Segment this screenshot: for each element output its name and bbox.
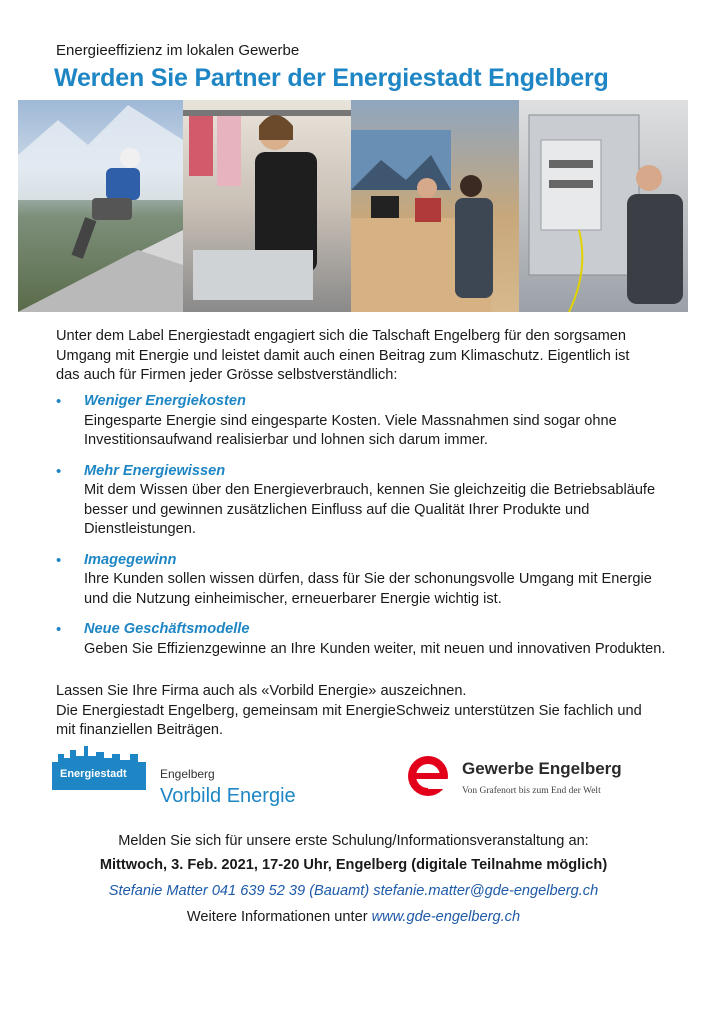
benefit-heading: Neue Geschäftsmodelle — [84, 621, 250, 637]
closing-paragraph — [56, 682, 656, 741]
gewerbe-logo — [406, 750, 656, 802]
gewerbe-e-icon — [406, 750, 656, 802]
gewerbe-tagline: Von Grafenort bis zum End der Welt — [462, 786, 601, 796]
list-item — [56, 462, 666, 540]
closing-line-2: Die Energiestadt Engelberg, gemeinsam mit EnergieSchweiz unterstützen Sie fachlich und mit finanziellen Beiträgen. — [56, 702, 642, 738]
more-info-prefix: Weitere Informationen unter — [186, 909, 372, 925]
closing-line-1: Lassen Sie Ihre Firma auch als «Vorbild Energie» auszeichnen. — [56, 683, 467, 699]
badge-text: Energiestadt — [60, 768, 127, 780]
bullet-icon: • — [56, 462, 62, 480]
benefit-text: Eingesparte Energie sind eingesparte Kosten. Viele Massnahmen sind sogar ohne Investitionsaufwand realisierbar und lohnen sich darum immer. — [84, 412, 617, 448]
benefit-heading: Imagegewinn — [84, 551, 177, 568]
energiestadt-logo — [50, 744, 320, 810]
photo-ironing — [183, 100, 351, 312]
roofer-illustration — [18, 100, 183, 312]
benefits-list — [56, 392, 666, 670]
logo-tagline: Vorbild Energie — [160, 785, 296, 807]
bullet-icon: • — [56, 621, 62, 638]
benefit-heading: Mehr Energiewissen — [84, 462, 226, 479]
reception-illustration — [351, 100, 519, 312]
electrician-illustration — [519, 100, 688, 312]
benefit-heading: Weniger Energiekosten — [84, 393, 246, 409]
photo-roofer — [18, 100, 183, 312]
intro-paragraph: Unter dem Label Energiestadt engagiert sich die Talschaft Engelberg für den sorgsamen Umgang mit Energie und leistet damit auch einen Beitrag zum Klimaschutz. Eigentlich ist das auch für Firmen jeder Grösse selbstverständlich: — [56, 328, 630, 383]
kicker: Energieeffizienz im lokalen Gewerbe — [56, 42, 300, 59]
contact-line[interactable]: Stefanie Matter 041 639 52 39 (Bauamt) stefanie.matter@gde-engelberg.ch — [108, 883, 599, 899]
page-title: Werden Sie Partner der Energiestadt Engelberg — [54, 64, 609, 92]
website-link[interactable]: www.gde-engelberg.ch — [371, 909, 521, 925]
bullet-icon: • — [56, 393, 62, 410]
more-info-line — [0, 908, 707, 927]
gewerbe-name: Gewerbe Engelberg — [462, 759, 622, 778]
logo-place: Engelberg — [160, 767, 215, 781]
ironing-illustration — [183, 100, 351, 312]
photo-strip — [18, 100, 688, 312]
benefit-text: Geben Sie Effizienzgewinne an Ihre Kunden weiter, mit neuen und innovativen Produkten. — [84, 640, 666, 657]
photo-reception — [351, 100, 519, 312]
cta-intro: Melden Sie sich für unsere erste Schulung/Informationsveranstaltung an: — [118, 833, 589, 849]
list-item — [56, 551, 666, 610]
event-details: Mittwoch, 3. Feb. 2021, 17-20 Uhr, Engelberg (digitale Teilnahme möglich) — [99, 857, 608, 873]
photo-electrician — [519, 100, 688, 312]
energiestadt-badge-icon — [50, 744, 320, 810]
list-item — [56, 620, 666, 659]
benefit-text: Ihre Kunden sollen wissen dürfen, dass für Sie der schonungsvolle Umgang mit Energie und die Nutzung einheimischer, erneuerbarer Energie wichtig ist. — [84, 571, 652, 607]
benefit-text: Mit dem Wissen über den Energieverbrauch, kennen Sie gleichzeitig die Betriebsabläufe besser und gewinnen zusätzlichen Einfluss auf die Qualität Ihrer Produkte und Dienstleistungen. — [84, 482, 656, 537]
bullet-icon: • — [56, 551, 62, 569]
list-item — [56, 392, 666, 451]
